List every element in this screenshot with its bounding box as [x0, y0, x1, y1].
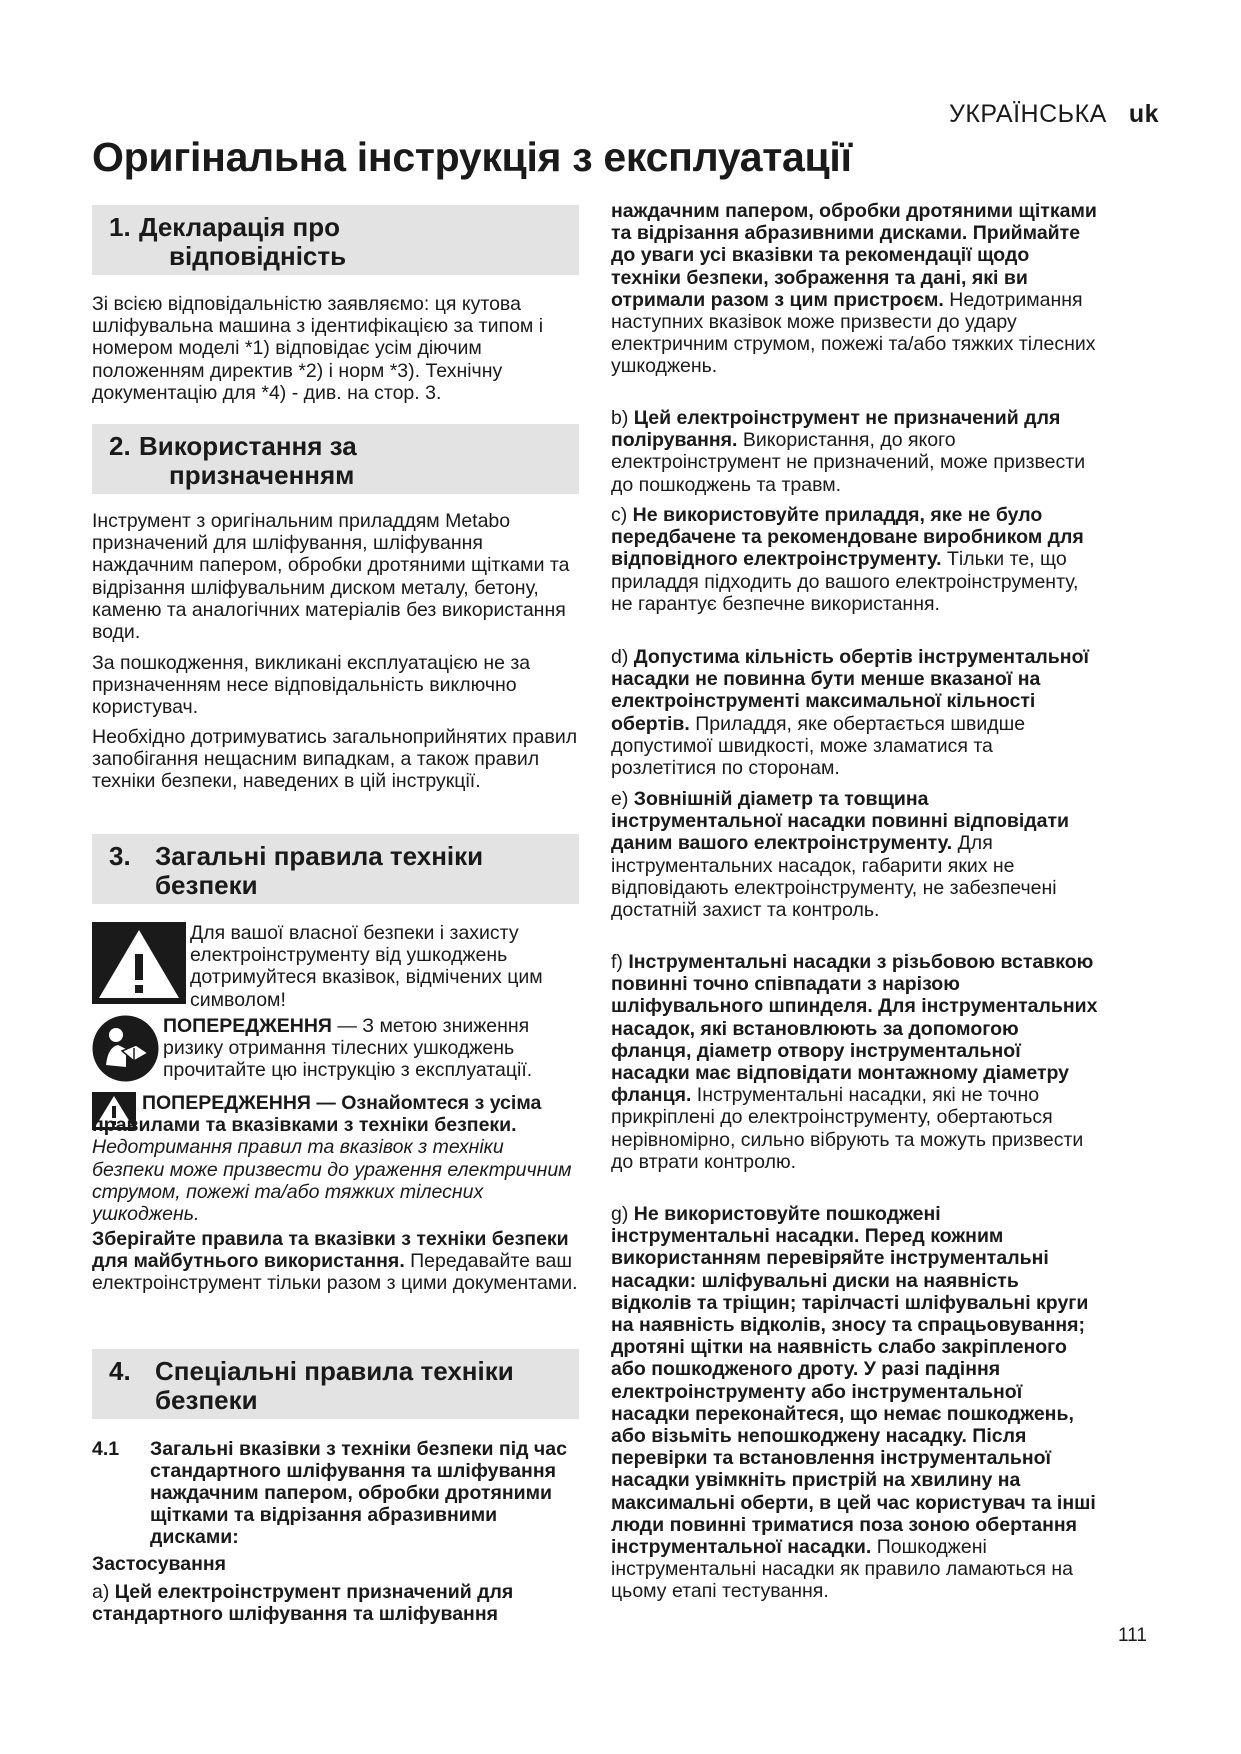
- item-g-label: g): [611, 1203, 634, 1225]
- warning-symbol-icon: [92, 922, 186, 1004]
- section-3-title-line2: безпеки: [155, 870, 258, 900]
- section-1-number: 1.: [109, 212, 131, 242]
- item-e-body: Для інструментальних насадок, габарити яких не відповідають електроінструменту, не забезпечені достатній захист та контроль.: [611, 832, 1057, 922]
- section-2-title-line2: призначенням: [169, 460, 355, 490]
- item-c-bold: Не використовуйте приладдя, яке не було передбачене та рекомендоване виробником для відповідного електроінструменту.: [611, 504, 1084, 571]
- section-3-number: 3.: [109, 841, 131, 871]
- keep-instructions-text: [92, 1228, 579, 1295]
- item-c-label: c): [611, 504, 633, 526]
- item-f: [611, 951, 1101, 1173]
- item-g: [611, 1203, 1101, 1603]
- item-f-bold: Інструментальні насадки з різьбовою вставкою повинні точно співпадати з нарізою шліфувального шпинделя. Для інструментальних насадок, які встановлюють за допомогою фланця, діаметр отвору інструментальної насадки має відповідати монтажному діаметру фланця.: [611, 951, 1098, 1107]
- item-c: [611, 504, 1101, 615]
- item-a-continued: [611, 200, 1101, 378]
- section-1-heading: [92, 205, 579, 275]
- section-3-title-line1: Загальні правила техніки: [155, 841, 484, 871]
- item-b: [611, 407, 1101, 496]
- keep-instructions-body: Передавайте ваш електроінструмент тільки разом з цими документами.: [92, 1250, 578, 1295]
- item-f-body: Інструментальні насадки, які не точно прикріплені до електроінструменту, обертаються нерівномірно, сильно вібрують та можуть призвести до втрати контролю.: [611, 1084, 1084, 1173]
- item-f-label: f): [611, 951, 629, 973]
- item-d-body: Приладдя, яке обертається швидше допустимої швидкості, може зламатися та розлетітися по сторонам.: [611, 712, 1026, 780]
- section-4-heading: [92, 1349, 579, 1419]
- all-rules-warning-label: ПОПЕРЕДЖЕННЯ — Ознайомтеся з усіма правилами та вказівками з техніки безпеки.: [92, 1092, 542, 1137]
- section-4-title-line2: безпеки: [155, 1385, 258, 1415]
- section-2-heading: [92, 424, 579, 494]
- section-2-paragraph-2: За пошкодження, викликані експлуатацією не за призначенням несе відповідальність виключно користувач.: [92, 652, 531, 719]
- item-c-body: Тільки те, що приладдя підходить до вашого електроінструменту, не гарантує безпечне використання.: [611, 548, 1079, 615]
- item-b-label: b): [611, 407, 634, 429]
- section-1-text: Зі всією відповідальністю заявляємо: ця кутова шліфувальна машина з ідентифікацією за типом і номером моделі *1) відповідає усім діючим положенням директив *2) і норм *3). Технічну документацію для *4) - див. на стор. 3.: [92, 293, 544, 404]
- all-rules-warning-body: Недотримання правил та вказівок з техніки безпеки може призвести до ураження електричним струмом, пожежі та/або тяжких тілесних ушкоджень.: [92, 1136, 572, 1226]
- usage-heading: Застосування: [92, 1553, 227, 1575]
- section-4-number: 4.: [109, 1356, 131, 1386]
- item-e: [611, 788, 1101, 921]
- item-e-label: e): [611, 788, 634, 810]
- read-manual-warning: [92, 1015, 579, 1085]
- section-1-title-line2: відповідність: [169, 241, 347, 271]
- section-2-paragraph-3: Необхідно дотримуватись загальноприйнятих правил запобігання нещасним випадкам, а також правил техніки безпеки, наведених в цій інструкції.: [92, 726, 578, 793]
- section-2-paragraph-1: Інструмент з оригінальним приладдям Metabo призначений для шліфування, шліфування наждачним папером, обробки дротяними щітками та відрізання шліфувальним диском металу, бетону, каменю та аналогічних матеріалів без використання води.: [92, 510, 570, 644]
- item-g-body: Пошкоджені інструментальні насадки як правило ламаються на цьому етапі тестування.: [611, 1536, 1073, 1603]
- language-code: uk: [1128, 100, 1159, 128]
- section-2-title-line1: Використання за: [139, 431, 357, 461]
- page-number: 111: [1118, 1625, 1147, 1646]
- language-header: [949, 100, 1159, 129]
- read-manual-warning-label: ПОПЕРЕДЖЕННЯ: [163, 1015, 332, 1037]
- safety-symbol-text: Для вашої власної безпеки і захисту електроінструменту від ушкоджень дотримуйтеся вказівок, відмічених цим символом!: [190, 922, 543, 1011]
- section-4-title-line1: Спеціальні правила техніки: [155, 1356, 514, 1386]
- safety-symbol-note: [92, 922, 579, 1010]
- section-2-number: 2.: [109, 431, 131, 461]
- item-d: [611, 646, 1101, 779]
- keep-instructions-label: Зберігайте правила та вказівки з техніки безпеки для майбутнього використання.: [92, 1228, 569, 1273]
- item-d-label: d): [611, 646, 634, 668]
- item-a-body: Недотримання наступних вказівок може призвести до удару електричним струмом, пожежі та/або тяжких тілесних ушкоджень.: [611, 288, 1096, 378]
- item-a-bold-start: Цей електроінструмент призначений для стандартного шліфування та шліфування: [92, 1581, 514, 1626]
- subsection-4-1: [92, 1438, 579, 1548]
- all-rules-warning-text: [92, 1092, 579, 1225]
- subsection-4-1-number: 4.1: [92, 1438, 120, 1460]
- item-a-bold-continued: наждачним папером, обробки дротяними щітками та відрізання абразивними дисками. Приймайте до уваги усі вказівки та рекомендації щодо техніки безпеки, зображення та дані, які ви отримали разом з цим пристроєм.: [611, 200, 1097, 311]
- page-title: Оригінальна інструкція з експлуатації: [92, 134, 852, 180]
- read-manual-text: [163, 1015, 579, 1082]
- item-a-start: [92, 1581, 579, 1625]
- section-1-title-line1: Декларація про: [139, 212, 341, 242]
- item-e-bold: Зовнішній діаметр та товщина інструментальної насадки повинні відповідати даним вашого електроінструменту.: [611, 788, 1070, 855]
- section-3-heading: [92, 834, 579, 904]
- language-label: УКРАЇНСЬКА: [948, 100, 1107, 128]
- item-b-body: Використання, до якого електроінструмент не призначений, може призвести до пошкоджень та травм.: [611, 429, 1086, 496]
- read-manual-warning-body: — З метою зниження ризику отримання тілесних ушкоджень прочитайте цю інструкцію з експлуатації.: [163, 1015, 533, 1082]
- read-manual-icon: [92, 1015, 159, 1082]
- item-g-bold: Не використовуйте пошкоджені інструментальні насадки. Перед кожним використанням перевіряйте інструментальні насадки: шліфувальні диски на наявність відколів та тріщин; тарілчасті шліфувальні круги на наявність відколів, зносу та спрацьовування; дротяні щітки на наявність слабо закріпленого або пошкодженого дроту. У разі падіння електроінструменту або інструментальної насадки переконайтеся, що немає пошкоджень, або візьміть непошкоджену насадку. Після перевірки та встановлення інструментальної насадки увімкніть пристрій на хвилину на максимальні оберти, в цей час користувач та інші люди повинні триматися поза зоною обертання інструментальної насадки.: [611, 1203, 1096, 1559]
- item-b-bold: Цей електроінструмент не призначений для полірування.: [611, 407, 1061, 452]
- all-rules-warning: [92, 1092, 579, 1226]
- item-d-bold: Допустима кільність обертів інструментальної насадки не повинна бути менше вказаної на електроінструменті максимальної кільності обертів.: [611, 646, 1089, 735]
- item-a-label: a): [92, 1581, 115, 1603]
- subsection-4-1-title: Загальні вказівки з техніки безпеки під час стандартного шліфування та шліфування наждачним папером, обробки дротяними щітками та відрізання абразивними дисками:: [150, 1438, 567, 1548]
